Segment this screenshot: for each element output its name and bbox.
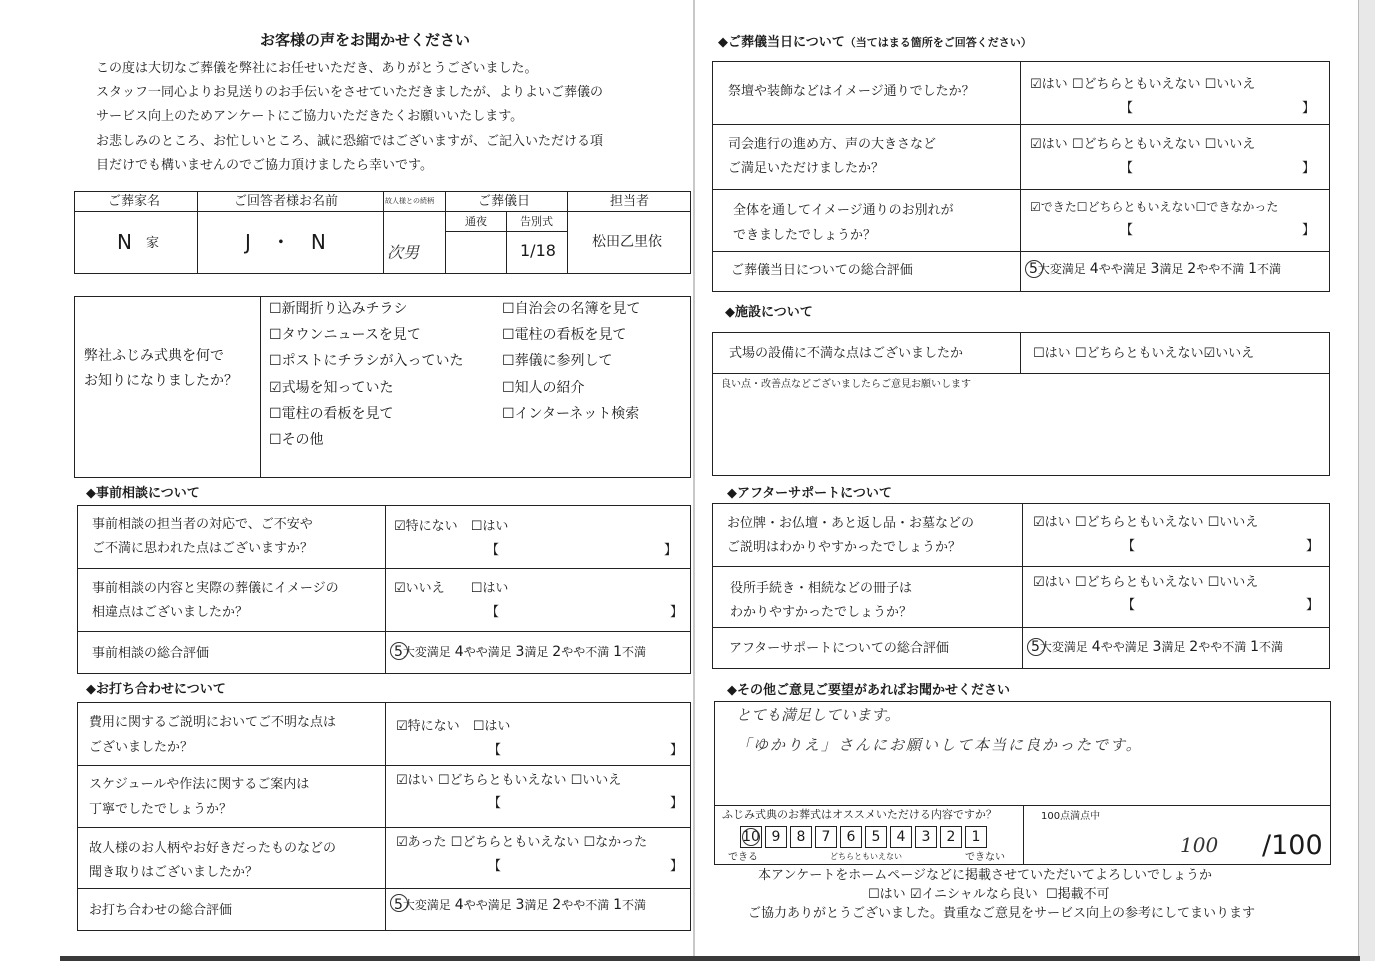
thanks-text: ご協力ありがとうございました。貴重なご意見をサービス向上の参考にしてまいります <box>748 906 1256 921</box>
respondent-value: J ・ N <box>245 230 326 254</box>
day-q3-bracket-close: 】 <box>1302 223 1316 238</box>
pre-q2-line-1: 事前相談の内容と実際の葬儀にイメージの <box>92 581 339 596</box>
facility-q1-answer: ☐はい ☐どちらともいえない☑いいえ <box>1033 346 1255 361</box>
pre-rating-circle <box>390 642 408 660</box>
day-q2-line-2: ご満足いただけましたか？ <box>728 161 885 176</box>
meeting-overall: お打ち合わせの総合評価 <box>89 903 233 918</box>
day-heading: ◆ご葬儀当日について（当てはまる箇所をご回答ください） <box>718 35 1032 50</box>
intro-line-1: この度は大切なご葬儀を弊社にお任せいただき、ありがとうございました。 <box>96 61 538 76</box>
meeting-q1-bracket-open: 【 <box>488 743 502 758</box>
day-q2-line-1: 司会進行の進め方、声の大きさなど <box>728 137 937 152</box>
header-funeral: 告別式 <box>520 215 553 228</box>
header-family: ご葬家名 <box>108 194 161 209</box>
scan-edge <box>60 956 1360 961</box>
meeting-heading: ◆お打ち合わせについて <box>86 682 226 697</box>
scale-10: 10 <box>740 826 762 848</box>
source-question-1: 弊社ふじみ式典を何で <box>84 348 224 364</box>
scale-label-right: できない <box>965 852 1005 863</box>
source-option-newspaper: ☐新聞折り込みチラシ <box>269 301 408 317</box>
after-q2-bracket-close: 】 <box>1306 598 1320 613</box>
after-q1-line-1: お位牌・お仏壇・あと返し品・お墓などの <box>727 516 975 531</box>
comment-line-1: とても満足しています。 <box>736 706 900 724</box>
publish-question: 本アンケートをホームページなどに掲載させていただいてよろしいでしょうか <box>758 868 1212 883</box>
day-q1-bracket-close: 】 <box>1302 101 1316 116</box>
source-option-flyer: ☐ポストにチラシが入っていた <box>269 353 464 369</box>
relation-value: 次男 <box>387 243 420 262</box>
facility-q1: 式場の設備に不満な点はございましたか <box>729 346 964 361</box>
pre-q2-answer: ☑いいえ ☐はい <box>394 581 509 596</box>
scale-5: 5 <box>865 826 887 848</box>
meeting-q2-bracket-close: 】 <box>670 796 684 811</box>
day-q2-bracket-open: 【 <box>1120 161 1134 176</box>
meeting-q2-line-1: スケジュールや作法に関するご案内は <box>89 777 310 792</box>
day-q1-line-1: 祭壇や装飾などはイメージ通りでしたか？ <box>728 84 975 99</box>
pre-q1-bracket-close: 】 <box>664 543 678 558</box>
meeting-q1-bracket-close: 】 <box>670 743 684 758</box>
funeral-date-value: 1/18 <box>520 241 556 260</box>
after-q2-line-1: 役所手続き・相続などの冊子は <box>730 581 913 596</box>
after-overall: アフターサポートについての総合評価 <box>729 641 949 656</box>
scale-3: 3 <box>915 826 937 848</box>
staff-value: 松田乙里依 <box>592 234 662 250</box>
source-option-pole-sign: ☐電柱の看板を見て <box>269 406 394 422</box>
score-max: /100 <box>1262 830 1323 861</box>
scale-1: 1 <box>965 826 987 848</box>
pre-q1-line-1: 事前相談の担当者の対応で、ご不安や <box>92 517 313 532</box>
header-date: ご葬儀日 <box>478 194 531 209</box>
facility-note: 良い点・改善点などございましたらご意見お願いします <box>721 379 971 390</box>
meeting-q3-bracket-open: 【 <box>488 859 502 874</box>
source-option-other: ☐その他 <box>269 432 324 448</box>
header-relation: 故人様との続柄 <box>385 197 434 205</box>
header-wake: 通夜 <box>465 215 487 228</box>
score-label: 100点満点中 <box>1041 811 1101 822</box>
scale-9: 9 <box>765 826 787 848</box>
pre-q2-line-2: 相違点はございましたか？ <box>92 605 249 620</box>
recommend-question: ふじみ式典のお葬式はオススメいただける内容ですか？ <box>722 808 997 821</box>
after-rating: 5大変満足 4やや満足 3満足 2やや不満 1不満 <box>1031 639 1283 655</box>
source-option-attended: ☐葬儀に参列して <box>502 353 613 369</box>
after-q2-bracket-open: 【 <box>1122 598 1136 613</box>
scale-6: 6 <box>840 826 862 848</box>
scroll-edge <box>1358 0 1375 961</box>
meeting-q3-bracket-close: 】 <box>670 859 684 874</box>
pre-q2-bracket-close: 】 <box>670 605 684 620</box>
meeting-q2-answer: ☑はい ☐どちらともいえない ☐いいえ <box>396 773 622 788</box>
day-q3-line-2: できましたでしょうか？ <box>733 228 877 243</box>
pre-q1-answer: ☑特にない ☐はい <box>394 519 509 534</box>
scale-selected-circle <box>742 828 760 846</box>
scale-label-left: できる <box>728 852 758 863</box>
source-question-2: お知りになりましたか？ <box>84 373 238 389</box>
score-value: 100 <box>1180 833 1219 857</box>
meeting-q3-answer: ☑あった ☐どちらともいえない ☐なかった <box>396 835 648 850</box>
header-respondent: ご回答者様お名前 <box>234 194 339 209</box>
survey-title: お客様の声をお聞かせください <box>260 31 471 49</box>
meeting-rating-circle <box>390 894 408 912</box>
meeting-q3-line-1: 故人様のお人柄やお好きだったものなどの <box>89 841 337 856</box>
scale-label-mid: どちらともいえない <box>830 852 902 861</box>
facility-heading: ◆施設について <box>725 305 813 320</box>
meeting-q1-line-2: ございましたか？ <box>89 740 194 755</box>
family-value: N <box>117 230 132 254</box>
scale-7: 7 <box>815 826 837 848</box>
after-q1-bracket-open: 【 <box>1122 539 1136 554</box>
scale-2: 2 <box>940 826 962 848</box>
day-q1-bracket-open: 【 <box>1120 101 1134 116</box>
intro-line-4: お悲しみのところ、お忙しいところ、誠に恐縮ではございますが、ご記入いただける項 <box>96 134 604 149</box>
pre-rating: 5大変満足 4やや満足 3満足 2やや不満 1不満 <box>394 644 646 660</box>
page-fold <box>693 0 695 961</box>
header-staff: 担当者 <box>610 194 650 209</box>
meeting-q2-bracket-open: 【 <box>488 796 502 811</box>
pre-q1-bracket-open: 【 <box>486 543 500 558</box>
source-option-town-news: ☐タウンニュースを見て <box>269 327 421 343</box>
day-q2-answer: ☑はい ☐どちらともいえない ☐いいえ <box>1030 137 1256 152</box>
intro-line-3: サービス向上のためアンケートにご協力いただきたくお願いいたします。 <box>96 109 524 124</box>
day-rating-circle <box>1025 260 1043 278</box>
meeting-q1-line-1: 費用に関するご説明においてご不明な点は <box>89 715 337 730</box>
day-rating: 5大変満足 4やや満足 3満足 2やや不満 1不満 <box>1029 261 1281 277</box>
after-q2-line-2: わかりやすかったでしょうか？ <box>730 605 913 620</box>
pre-q2-bracket-open: 【 <box>486 605 500 620</box>
meeting-q1-answer: ☑特にない ☐はい <box>396 719 511 734</box>
comment-line-2: 「ゆかりえ」さんにお願いして本当に良かったです。 <box>736 736 1143 754</box>
intro-line-5: 目だけでも構いませんのでご協力頂けましたら幸いです。 <box>96 158 433 173</box>
pre-overall: 事前相談の総合評価 <box>92 646 210 661</box>
source-option-roster: ☐自治会の名簿を見て <box>502 301 641 317</box>
scale-4: 4 <box>890 826 912 848</box>
scale-8: 8 <box>790 826 812 848</box>
source-option-internet: ☐インターネット検索 <box>502 406 640 422</box>
meeting-q2-line-2: 丁寧でしたでしょうか？ <box>89 802 233 817</box>
day-q3-bracket-open: 【 <box>1120 223 1134 238</box>
meeting-q3-line-2: 聞き取りはございましたか？ <box>89 865 259 880</box>
source-option-referral: ☐知人の紹介 <box>502 380 585 396</box>
intro-line-2: スタッフ一同心よりお見送りのお手伝いをさせていただきましたが、よりよいご葬儀の <box>96 85 604 100</box>
pre-q1-line-2: ご不満に思われた点はございますか？ <box>92 541 314 556</box>
after-heading: ◆アフターサポートについて <box>727 486 892 501</box>
after-q1-bracket-close: 】 <box>1306 539 1320 554</box>
after-q1-line-2: ご説明はわかりやすかったでしょうか？ <box>727 540 962 555</box>
after-q2-answer: ☑はい ☐どちらともいえない ☐いいえ <box>1033 575 1259 590</box>
family-suffix: 家 <box>146 236 160 251</box>
day-q1-answer: ☑はい ☐どちらともいえない ☐いいえ <box>1030 77 1256 92</box>
source-option-pole-sign-2: ☐電柱の看板を見て <box>502 327 627 343</box>
day-q2-bracket-close: 】 <box>1302 161 1316 176</box>
day-q3-answer: ☑できた☐どちらともいえない☐できなかった <box>1030 200 1279 214</box>
after-q1-answer: ☑はい ☐どちらともいえない ☐いいえ <box>1033 515 1259 530</box>
other-heading: ◆その他ご意見ご要望があればお聞かせください <box>727 683 1010 698</box>
publish-answer: ☐はい ☑イニシャルなら良い ☐掲載不可 <box>868 887 1110 902</box>
source-option-knew-venue: ☑式場を知っていた <box>269 380 394 396</box>
meeting-rating: 5大変満足 4やや満足 3満足 2やや不満 1不満 <box>394 897 646 913</box>
pre-heading: ◆事前相談について <box>86 486 200 501</box>
day-q3-line-1: 全体を通してイメージ通りのお別れが <box>733 203 954 218</box>
after-rating-circle <box>1027 638 1045 656</box>
day-overall: ご葬儀当日についての総合評価 <box>731 263 913 278</box>
